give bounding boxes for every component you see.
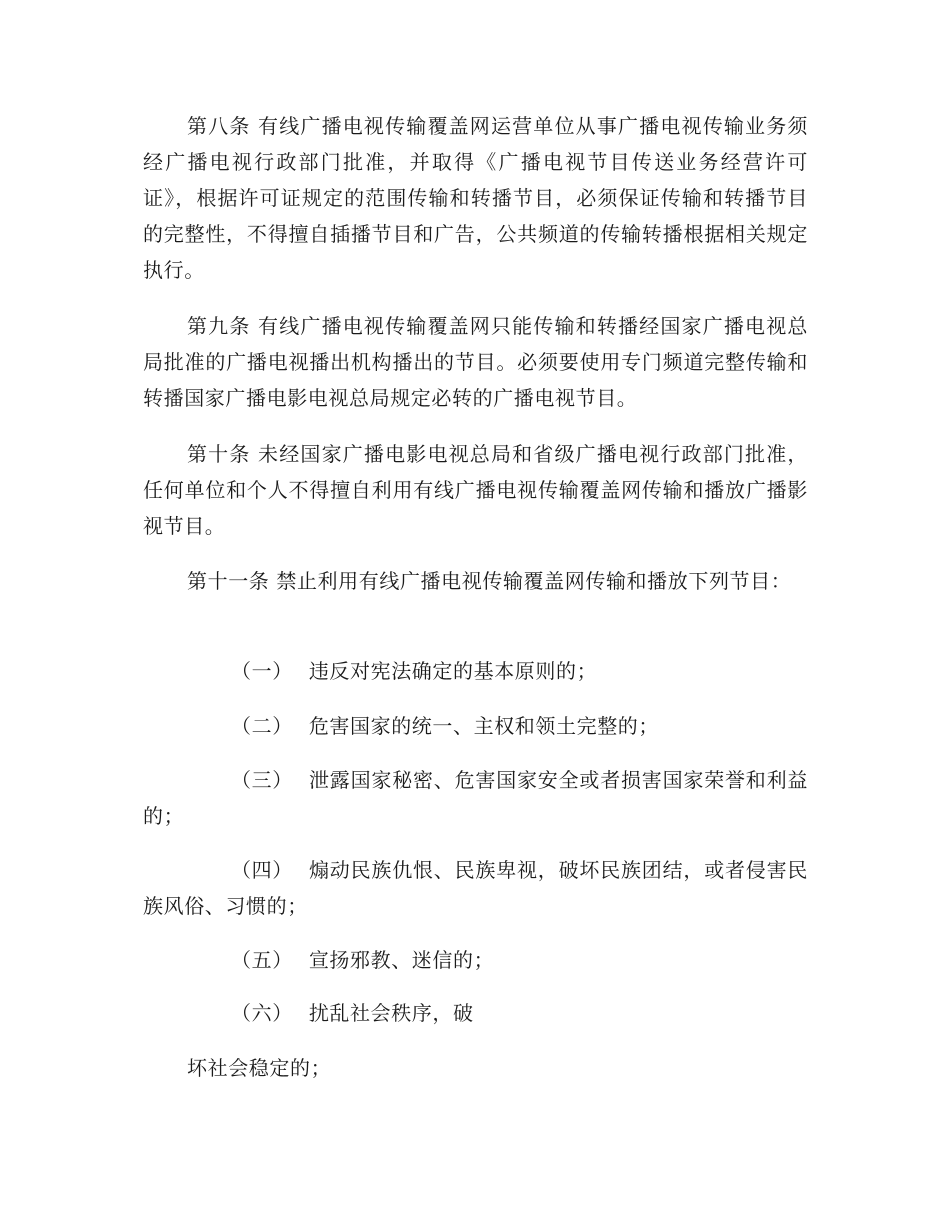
continuation-text: 坏社会稳定的； xyxy=(187,1056,332,1080)
list-item xyxy=(143,708,808,744)
list-item-label: （二） xyxy=(231,714,293,738)
list-item-label: （六） xyxy=(231,1001,293,1025)
list-item-text: 宣扬邪教、迷信的； xyxy=(308,948,495,972)
article-11-paragraph: 第十一条 禁止利用有线广播电视传输覆盖网传输和播放下列节目： xyxy=(187,569,792,593)
list-item-label: （一） xyxy=(231,659,293,683)
list-item xyxy=(143,762,808,834)
list-item-label: （四） xyxy=(231,858,293,882)
list-item-text: 危害国家的统一、主权和领土完整的； xyxy=(308,714,660,738)
article-9-paragraph: 第九条 有线广播电视传输覆盖网只能传输和转播经国家广播电视总局批准的广播电视播出机构播出的节目。必须要使用专门频道完整传输和转播国家广播电影电视总局规定必转的广播电视节目。 xyxy=(143,314,808,410)
list-item xyxy=(143,653,808,689)
list-item-label: （三） xyxy=(231,768,293,792)
article-8-paragraph: 第八条 有线广播电视传输覆盖网运营单位从事广播电视传输业务须经广播电视行政部门批准，并取得《广播电视节目传送业务经营许可证》，根据许可证规定的范围传输和转播节目，必须保证传输和转播节目的完整性，不得擅自插播节目和广告，公共频道的传输转播根据相关规定执行。 xyxy=(143,114,808,282)
list-item-label: （五） xyxy=(231,948,293,972)
list-item-text: 违反对宪法确定的基本原则的； xyxy=(308,659,598,683)
list-item-text: 扰乱社会秩序，破 xyxy=(308,1001,474,1025)
list-item xyxy=(143,995,808,1031)
list-item-text: 泄露国家秘密、危害国家安全或者损害国家荣誉和利益的； xyxy=(143,768,808,828)
list-item-text: 煽动民族仇恨、民族卑视，破坏民族团结，或者侵害民族风俗、习惯的； xyxy=(143,858,808,918)
article-10-paragraph: 第十条 未经国家广播电影电视总局和省级广播电视行政部门批准，任何单位和个人不得擅自利用有线广播电视传输覆盖网传输和播放广播影视节目。 xyxy=(143,442,808,538)
list-item xyxy=(143,852,808,924)
list-item xyxy=(143,942,808,978)
